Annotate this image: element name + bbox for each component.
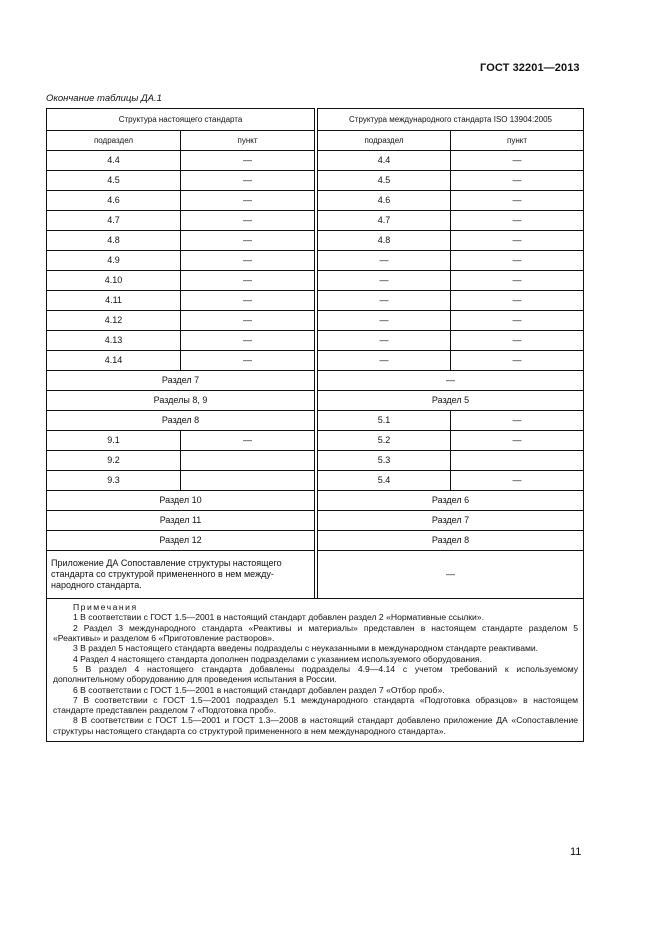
page-number: 11	[570, 846, 582, 858]
note-item: 8 В соответствии с ГОСТ 1.5—2001 и ГОСТ 1.3—2008 в настоящий стандарт добавлено приложение ДА «Сопоставление структуры настоящего стандарта со структурой примененного в нем международного стандарта».	[53, 715, 579, 736]
table-row: 4.14 — — —	[47, 351, 584, 371]
note-item: 2 Раздел 3 международного стандарта «Реактивы и материалы» представлен в настоящем стандарте разделом 5 «Реактивы» и разделом 6 «Приготовление растворов».	[53, 622, 579, 643]
table-row: 9.2 5.3	[47, 451, 584, 471]
notes-heading: Примечания	[73, 602, 138, 612]
note-item: 7 В соответствии с ГОСТ 1.5—2001 подраздел 5.1 международного стандарта «Подготовка образцов» в настоящем стандарте представлен разделом 7 «Подготовка проб».	[53, 694, 579, 716]
table-row: Разделы 8, 9 Раздел 5	[47, 391, 584, 411]
table-caption: Окончание таблицы ДА.1	[46, 93, 162, 104]
table-row: 4.10 — — —	[47, 271, 584, 291]
notes-block	[47, 599, 584, 742]
table-row: Раздел 11 Раздел 7	[47, 511, 584, 531]
note-item: 5 В раздел 4 настоящего стандарта добавлены подразделы 4.9—4.14 с учетом требований к используемому дополнительному оборудованию для проведения испытания в России.	[53, 663, 579, 685]
table-row: 4.8 — 4.8 —	[47, 231, 584, 251]
table-row: 4.6 — 4.6 —	[47, 191, 584, 211]
note-item: 3 В раздел 5 настоящего стандарта введены подразделы с неуказанными в международном стандарте реактивами.	[73, 643, 539, 654]
group-header-row	[47, 109, 584, 131]
comparison-table	[46, 108, 584, 742]
appendix-description: Приложение ДА Сопоставление структуры настоящего стандарта со структурой примененного в нем между-народного стандарта.	[47, 551, 315, 599]
table-row: 9.1 — 5.2 —	[47, 431, 584, 451]
appendix-counterpart: —	[318, 551, 584, 599]
standard-designation: ГОСТ 32201—2013	[480, 62, 580, 74]
table-row: Раздел 10 Раздел 6	[47, 491, 584, 511]
table-row: Раздел 8 5.1 —	[47, 411, 584, 431]
table-row: 9.3 5.4 —	[47, 471, 584, 491]
subheader-right-subsection: подраздел	[318, 131, 451, 151]
notes-row	[47, 599, 584, 742]
subheader-left-clause: пункт	[181, 131, 315, 151]
table-row: 4.12 — — —	[47, 311, 584, 331]
table-row: 4.7 — 4.7 —	[47, 211, 584, 231]
right-structure-header: Структура международного стандарта ISO 13904:2005	[318, 109, 584, 131]
subheader-left-subsection: подраздел	[47, 131, 181, 151]
table-row: 4.5 — 4.5 —	[47, 171, 584, 191]
left-structure-header: Структура настоящего стандарта	[47, 109, 315, 131]
table-row: 4.4 — 4.4 —	[47, 151, 584, 171]
note-item: 4 Раздел 4 настоящего стандарта дополнен подразделами с указанием используемого оборудования.	[73, 653, 482, 664]
note-item: 6 В соответствии с ГОСТ 1.5—2001 в настоящий стандарт добавлен раздел 7 «Отбор проб».	[73, 684, 445, 695]
table-row: Раздел 12 Раздел 8	[47, 531, 584, 551]
appendix-row	[47, 551, 584, 599]
table-row: Раздел 7 —	[47, 371, 584, 391]
table-row: 4.13 — — —	[47, 331, 584, 351]
subheader-right-clause: пункт	[451, 131, 584, 151]
note-item: 1 В соответствии с ГОСТ 1.5—2001 в настоящий стандарт добавлен раздел 2 «Нормативные ссылки».	[73, 612, 485, 623]
table-row: 4.11 — — —	[47, 291, 584, 311]
subheader-row	[47, 131, 584, 151]
table-row: 4.9 — — —	[47, 251, 584, 271]
